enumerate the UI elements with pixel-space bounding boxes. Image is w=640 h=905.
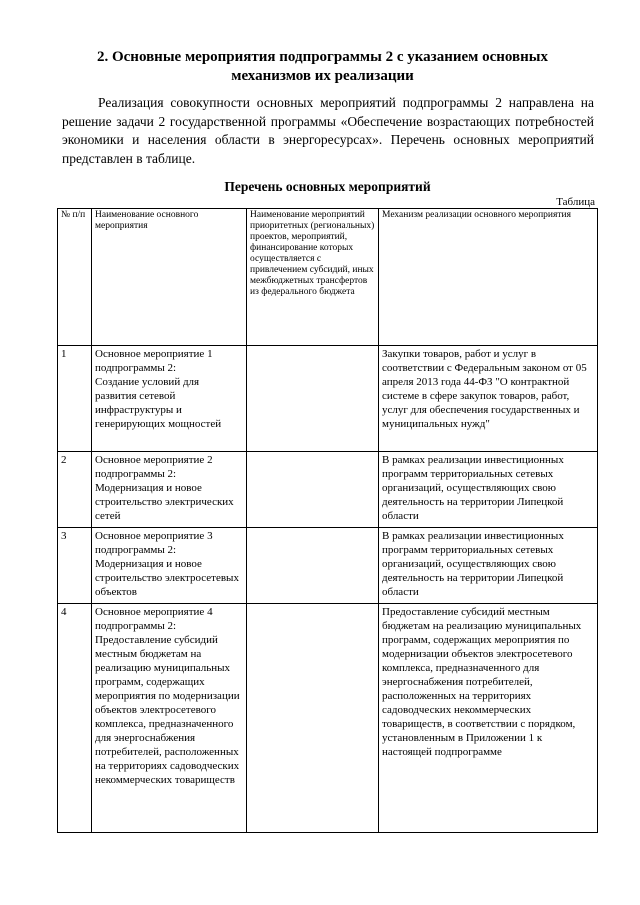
section-heading-line-2: механизмов их реализации [231,68,414,84]
header-cell-mechanism: Механизм реализации основного мероприятия [379,209,598,346]
row-mechanism-cell: В рамках реализации инвестиционных программ территориальных сетевых организаций, осуществляющих свою деятельность на территории Липецкой области [379,452,598,528]
table-label: Таблица [556,196,595,208]
table-title: Перечень основных мероприятий [224,179,431,194]
row-mechanism-cell: Закупки товаров, работ и услуг в соответствии с Федеральным законом от 05 апреля 2013 года 44-ФЗ "О контрактной системе в сфере закупок товаров, работ, услуг для обеспечения государственных и муниципальных нужд" [379,346,598,452]
row-number-cell: 4 [58,604,92,833]
header-cell-number: № п/п [58,209,92,346]
section-heading [50,48,595,86]
row-name-cell: Основное мероприятие 1 подпрограммы 2: Создание условий для развития сетевой инфраструктуры и генерирующих мощностей [92,346,247,452]
row-projects-cell [247,452,379,528]
header-cell-name: Наименование основного мероприятия [92,209,247,346]
table-row [58,604,598,833]
row-name-cell: Основное мероприятие 4 подпрограммы 2: Предоставление субсидий местным бюджетам на реализацию муниципальных программ, содержащих мероприятия по модернизации объектов электросетевого комплекса, предназначенного для энергоснабжения потребителей, расположенных на территориях садоводческих некоммерческих товариществ [92,604,247,833]
measures-table [57,208,598,833]
row-number-cell: 1 [58,346,92,452]
row-name-cell: Основное мероприятие 2 подпрограммы 2: Модернизация и новое строительство электрических сетей [92,452,247,528]
row-mechanism-cell: В рамках реализации инвестиционных программ территориальных сетевых организаций, осуществляющих свою деятельность на территории Липецкой области [379,528,598,604]
row-name-cell: Основное мероприятие 3 подпрограммы 2: Модернизация и новое строительство электросетевых объектов [92,528,247,604]
row-projects-cell [247,346,379,452]
row-number-cell: 2 [58,452,92,528]
row-number-cell: 3 [58,528,92,604]
row-projects-cell [247,528,379,604]
header-cell-projects: Наименование мероприятий приоритетных (региональных) проектов, мероприятий, финансирование которых осуществляется с привлечением субсидий, иных межбюджетных трансфертов из федерального бюджета [247,209,379,346]
row-mechanism-cell: Предоставление субсидий местным бюджетам на реализацию муниципальных программ, содержащих мероприятия по модернизации объектов электросетевого комплекса, предназначенного для энергоснабжения потребителей, расположенных на территориях садоводческих некоммерческих товариществ, в соответствии с порядком, установленным в Приложении 1 к настоящей подпрограмме [379,604,598,833]
table-header-row [58,209,598,346]
table-row [58,346,598,452]
table-row [58,528,598,604]
section-heading-line-1: 2. Основные мероприятия подпрограммы 2 с указанием основных [96,49,549,65]
table-row [58,452,598,528]
intro-paragraph: Реализация совокупности основных мероприятий подпрограммы 2 направлена на решение задачи 2 государственной программы «Обеспечение возрастающих потребностей экономики и населения области в энергоресурсах». Перечень основных мероприятий представлен в таблице. [62,95,594,166]
row-projects-cell [247,604,379,833]
